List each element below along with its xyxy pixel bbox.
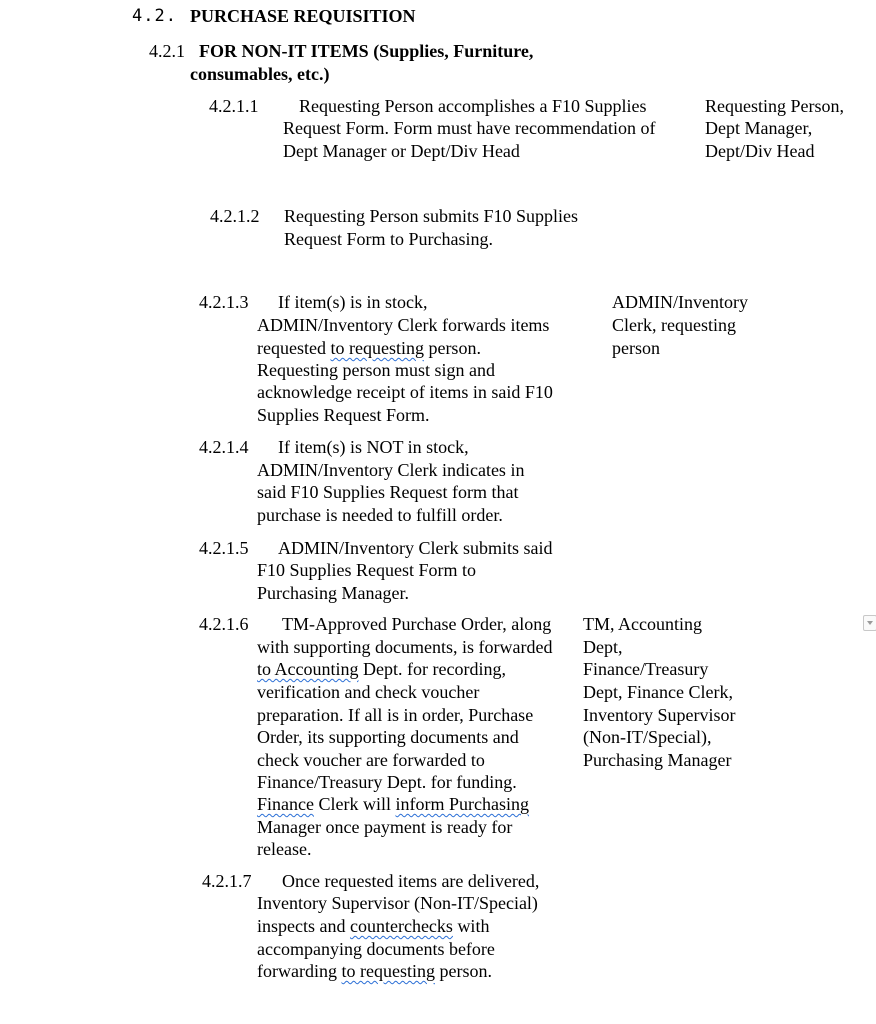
step-text-line [257, 658, 506, 681]
step-text-line: ADMIN/Inventory Clerk forwards items [257, 315, 550, 335]
step-text-line: Dept Manager or Dept/Div Head [283, 141, 520, 161]
spellcheck-flag[interactable]: counterchecks [349, 916, 453, 936]
spellcheck-flag[interactable]: Finance [257, 794, 314, 814]
step-text-line [257, 915, 489, 938]
step-number: 4.2.1.4 [199, 437, 249, 457]
subsection-title-line1: FOR NON-IT ITEMS (Supplies, Furniture, [199, 41, 534, 61]
responsible-line: Dept Manager, [705, 118, 813, 138]
responsible-line: Dept, [583, 637, 623, 657]
step-text-word: inspects and [257, 916, 346, 936]
step-text-line: Finance/Treasury Dept. for funding. [257, 772, 517, 792]
step-text-word: requested [257, 338, 326, 358]
step-text-line: Requesting Person accomplishes a F10 Supplies [299, 96, 647, 116]
spellcheck-flag[interactable]: inform Purchasing [395, 794, 529, 814]
step-number: 4.2.1.5 [199, 538, 249, 558]
step-text-line: F10 Supplies Request Form to [257, 560, 477, 580]
step-number: 4.2.1.6 [199, 614, 249, 634]
responsible-line: Purchasing Manager [583, 750, 732, 770]
chevron-down-icon[interactable] [863, 615, 876, 631]
spellcheck-flag[interactable]: to Accounting [257, 659, 359, 679]
spellcheck-flag[interactable]: to requesting [341, 961, 435, 981]
responsible-line: (Non-IT/Special), [583, 727, 712, 747]
responsible-line: Requesting Person, [705, 96, 844, 116]
step-text-line: Manager once payment is ready for [257, 817, 513, 837]
responsible-line: Dept, Finance Clerk, [583, 682, 733, 702]
step-text-line: Once requested items are delivered, [282, 871, 540, 891]
step-number: 4.2.1.3 [199, 292, 249, 312]
step-text-word: forwarding [257, 961, 337, 981]
responsible-line: TM, Accounting [583, 614, 702, 634]
step-text-line [257, 960, 492, 983]
responsible-line: person [612, 338, 660, 358]
step-text-line: verification and check voucher [257, 682, 480, 702]
responsible-line: Finance/Treasury [583, 659, 709, 679]
spellcheck-flag[interactable]: to requesting [330, 338, 424, 358]
responsible-line: Dept/Div Head [705, 141, 815, 161]
step-text-word: Dept. for recording, [363, 659, 506, 679]
subsection-number: 4.2.1 [149, 41, 185, 61]
step-text-line: Request Form. Form must have recommendation of [283, 118, 656, 138]
responsible-line: Clerk, requesting [612, 315, 736, 335]
step-number: 4.2.1.7 [202, 871, 252, 891]
step-text-line: accompanying documents before [257, 939, 495, 959]
step-text-line: purchase is needed to fulfill order. [257, 505, 503, 525]
step-text-line: If item(s) is NOT in stock, [278, 437, 469, 457]
step-text-word: person. [439, 961, 492, 981]
step-text-line: TM-Approved Purchase Order, along [282, 614, 552, 634]
step-text-word: with [457, 916, 490, 936]
step-text-line: Purchasing Manager. [257, 583, 409, 603]
step-text-line: release. [257, 839, 312, 859]
step-text-line: Request Form to Purchasing. [284, 229, 493, 249]
step-number: 4.2.1.1 [209, 96, 259, 116]
step-text-line: check voucher are forwarded to [257, 750, 485, 770]
step-text-line: If item(s) is in stock, [278, 292, 428, 312]
section-number: 4.2. [132, 6, 177, 26]
step-text-word: Clerk will [318, 794, 391, 814]
step-text-line [257, 337, 481, 360]
step-text-line: with supporting documents, is forwarded [257, 637, 553, 657]
step-text-line: Requesting Person submits F10 Supplies [284, 206, 579, 226]
responsible-line: ADMIN/Inventory [612, 292, 748, 312]
step-text-line: Order, its supporting documents and [257, 727, 519, 747]
step-text-line: Supplies Request Form. [257, 405, 430, 425]
step-text-line: acknowledge receipt of items in said F10 [257, 382, 553, 402]
responsible-line: Inventory Supervisor [583, 705, 736, 725]
step-number: 4.2.1.2 [210, 206, 260, 226]
step-text-line: ADMIN/Inventory Clerk indicates in [257, 460, 525, 480]
step-text-line: ADMIN/Inventory Clerk submits said [278, 538, 553, 558]
step-text-word: person. [428, 338, 481, 358]
step-text-line: Inventory Supervisor (Non-IT/Special) [257, 893, 538, 913]
step-text-line [257, 793, 529, 816]
step-text-line: Requesting person must sign and [257, 360, 495, 380]
subsection-title-line2: consumables, etc.) [190, 64, 330, 84]
step-text-line: preparation. If all is in order, Purchase [257, 705, 534, 725]
section-title: PURCHASE REQUISITION [190, 6, 416, 26]
step-text-line: said F10 Supplies Request form that [257, 482, 519, 502]
